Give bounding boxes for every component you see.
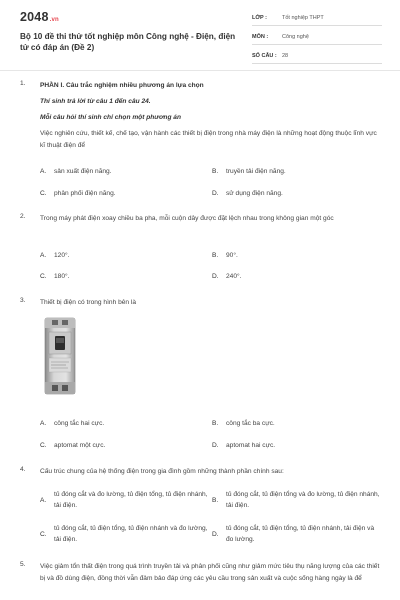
option-text: tủ đóng cắt, tủ điện tổng, tủ điện nhánh và đo lường, tải điện. xyxy=(54,525,208,543)
meta-value: Tốt nghiệp THPT xyxy=(282,15,324,21)
option-label: B. xyxy=(212,420,219,427)
option-text: aptomat một cực. xyxy=(54,442,106,449)
question-text: Việc giảm tổn thất điện trong quá trình truyền tải và phân phối cũng như giảm mức tiêu thụ năng lượng của các thiết bị và đồ dùng điện, đồng thời vẫn đảm bảo đáp ứng các yêu cầu trong sản xuất và cuộc sống hàng ngày là để xyxy=(40,563,380,582)
question-text: Thiết bị điện có trong hình bên là xyxy=(40,299,137,306)
exam-meta xyxy=(252,11,382,68)
site-logo[interactable] xyxy=(20,10,59,24)
meta-key: MÔN : xyxy=(252,34,269,40)
instruction-choice: Mỗi câu hỏi thí sinh chỉ chọn một phương án xyxy=(40,114,182,121)
meta-class xyxy=(252,11,382,26)
question-number: 3. xyxy=(20,297,26,304)
option-label: B. xyxy=(212,168,219,175)
option-c[interactable] xyxy=(40,523,208,545)
meta-value: 28 xyxy=(282,53,289,59)
option-a[interactable] xyxy=(40,489,208,511)
question-4 xyxy=(20,466,380,478)
question-number: 5. xyxy=(20,561,26,568)
meta-key: SỐ CÂU : xyxy=(252,53,277,59)
option-c[interactable] xyxy=(40,440,105,451)
option-c[interactable] xyxy=(40,271,69,282)
option-text: aptomat hai cực. xyxy=(226,442,276,449)
option-d[interactable] xyxy=(212,440,275,451)
option-label: A. xyxy=(40,420,47,427)
circuit-breaker-image xyxy=(40,316,80,396)
option-b[interactable] xyxy=(212,166,286,177)
option-text: 180°. xyxy=(54,273,70,280)
question-1 xyxy=(20,80,380,152)
option-text: 120°. xyxy=(54,252,70,259)
option-label: C. xyxy=(40,273,47,280)
option-text: tủ đóng cắt, tủ điện tổng, tủ điện nhánh, tải điện và đo lường. xyxy=(226,525,375,543)
meta-subject xyxy=(252,30,382,45)
option-text: công tắc hai cực. xyxy=(54,420,105,427)
part-heading: PHẦN I. Câu trắc nghiệm nhiều phương án lựa chọn xyxy=(40,82,204,89)
question-number: 4. xyxy=(20,466,26,473)
option-label: A. xyxy=(40,168,47,175)
question-2 xyxy=(20,213,380,225)
question-number: 2. xyxy=(20,213,26,220)
option-label: B. xyxy=(212,496,219,504)
option-b[interactable] xyxy=(212,250,238,261)
option-d[interactable] xyxy=(212,271,241,282)
option-label: B. xyxy=(212,252,219,259)
option-a[interactable] xyxy=(40,250,69,261)
option-text: sử dụng điện năng. xyxy=(226,190,283,197)
option-label: D. xyxy=(212,273,219,280)
question-5 xyxy=(20,561,380,585)
option-text: phân phối điện năng. xyxy=(54,190,116,197)
meta-key: LỚP : xyxy=(252,15,267,21)
option-text: công tắc ba cực. xyxy=(226,420,275,427)
option-label: C. xyxy=(40,442,47,449)
document-title: Bộ 10 đề thi thử tốt nghiệp môn Công nghệ - Điện, điện tử có đáp án (Đề 2) xyxy=(20,32,236,52)
logo-suffix: .vn xyxy=(49,17,59,23)
option-label: A. xyxy=(40,496,47,504)
option-label: D. xyxy=(212,190,219,197)
meta-value: Công nghệ xyxy=(282,34,309,40)
option-c[interactable] xyxy=(40,188,116,199)
question-text: Cấu trúc chung của hệ thống điện trong gia đình gồm những thành phần chính sau: xyxy=(40,468,284,475)
question-text: Trong máy phát điện xoay chiều ba pha, mỗi cuộn dây được đặt lệch nhau trong không gian một góc xyxy=(40,215,334,222)
option-text: truyền tải điện năng. xyxy=(226,168,286,175)
logo-text: 2048 xyxy=(20,10,49,24)
option-a[interactable] xyxy=(40,166,112,177)
question-3 xyxy=(20,297,380,309)
option-label: D. xyxy=(212,442,219,449)
option-d[interactable] xyxy=(212,523,380,545)
page-header xyxy=(0,0,400,71)
instruction-range: Thí sinh trả lời từ câu 1 đến câu 24. xyxy=(40,98,151,105)
option-text: sản xuất điện năng. xyxy=(54,168,112,175)
option-label: C. xyxy=(40,190,47,197)
meta-count xyxy=(252,49,382,64)
option-label: A. xyxy=(40,252,47,259)
option-b[interactable] xyxy=(212,418,275,429)
question-number: 1. xyxy=(20,80,26,87)
question-text: Việc nghiên cứu, thiết kế, chế tạo, vận hành các thiết bị điện trong nhà máy điện là những hoạt động thuộc lĩnh vực kĩ thuật điện để xyxy=(40,130,377,149)
option-text: tủ đóng cắt, tủ điện tổng và đo lường, tủ điện nhánh, tải điện. xyxy=(226,491,380,509)
option-a[interactable] xyxy=(40,418,104,429)
option-d[interactable] xyxy=(212,188,283,199)
option-text: 240°. xyxy=(226,273,242,280)
option-text: tủ đóng cắt và đo lường, tủ điện tổng, tủ điện nhánh, tải điện. xyxy=(54,491,208,509)
option-label: C. xyxy=(40,530,47,538)
option-b[interactable] xyxy=(212,489,380,511)
option-label: D. xyxy=(212,530,219,538)
option-text: 90°. xyxy=(226,252,238,259)
